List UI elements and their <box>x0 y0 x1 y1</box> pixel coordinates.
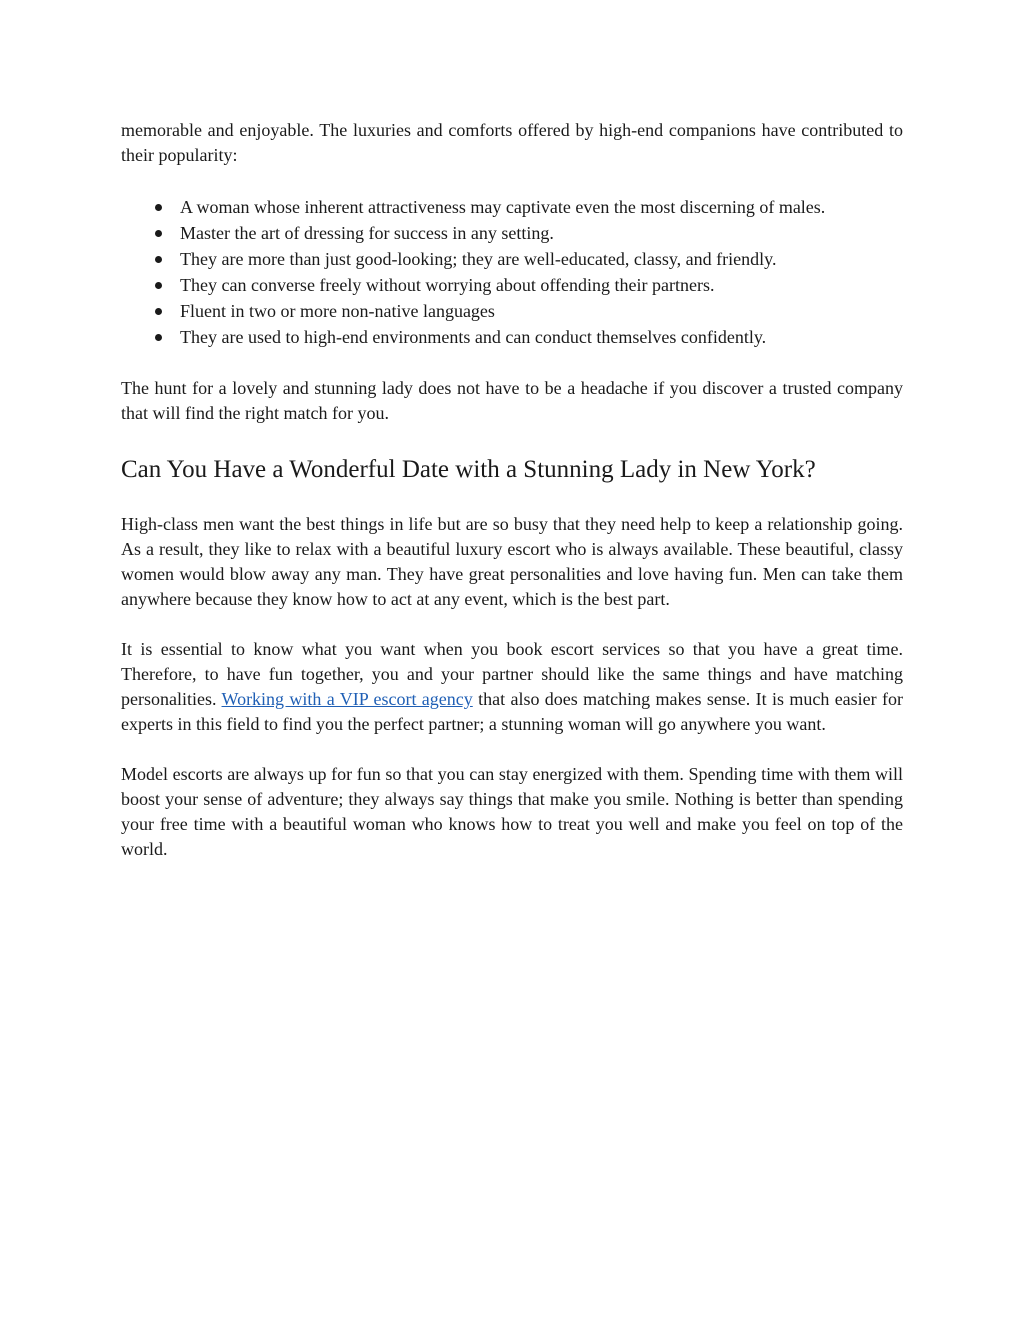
list-item-text: Fluent in two or more non-native languages <box>180 301 495 321</box>
list-item <box>121 194 903 220</box>
paragraph-text-after-link: that also does matching makes sense. It is much easier for experts in this field to find you the perfect partner; a stunning woman will go anywhere you want. <box>121 689 903 734</box>
bullet-icon <box>155 282 162 289</box>
body-paragraph-3: Model escorts are always up for fun so that you can stay energized with them. Spending time with them will boost your sense of adventure; they always say things that make you smile. Nothing is better than spending your free time with a beautiful woman who knows how to treat you well and make you feel on top of the world. <box>121 764 903 859</box>
vip-escort-agency-link[interactable]: Working with a VIP escort agency <box>221 689 473 709</box>
list-item-text: They can converse freely without worrying about offending their partners. <box>180 275 715 295</box>
list-item-text: They are used to high-end environments and can conduct themselves confidently. <box>180 327 767 347</box>
list-item <box>121 246 903 272</box>
intro-paragraph: memorable and enjoyable. The luxuries and comforts offered by high-end companions have contributed to their popularity: <box>121 120 903 165</box>
paragraph-text-before-link: It is essential to know what you want when you book escort services so that you have a great time. Therefore, to have fun together, you and your partner should like the same things and have matching personalities. <box>121 639 903 709</box>
bullet-icon <box>155 230 162 237</box>
list-item-text: They are more than just good-looking; they are well-educated, classy, and friendly. <box>180 249 777 269</box>
bullet-icon <box>155 334 162 341</box>
body-paragraph-2 <box>121 637 903 737</box>
list-item <box>121 324 903 350</box>
list-item-text: Master the art of dressing for success in any setting. <box>180 223 554 243</box>
list-item <box>121 272 903 298</box>
popularity-list <box>121 194 903 350</box>
list-item-text: A woman whose inherent attractiveness may captivate even the most discerning of males. <box>180 197 826 217</box>
list-item <box>121 220 903 246</box>
document-page <box>121 118 903 887</box>
bullet-icon <box>155 308 162 315</box>
list-item <box>121 298 903 324</box>
body-paragraph-1: High-class men want the best things in life but are so busy that they need help to keep a relationship going. As a result, they like to relax with a beautiful luxury escort who is always available. These beautiful, classy women would blow away any man. They have great personalities and love having fun. Men can take them anywhere because they know how to act at any event, which is the best part. <box>121 514 903 609</box>
bullet-icon <box>155 204 162 211</box>
bullet-icon <box>155 256 162 263</box>
section-heading: Can You Have a Wonderful Date with a Stunning Lady in New York? <box>121 456 816 483</box>
hunt-paragraph: The hunt for a lovely and stunning lady does not have to be a headache if you discover a trusted company that will find the right match for you. <box>121 378 903 423</box>
